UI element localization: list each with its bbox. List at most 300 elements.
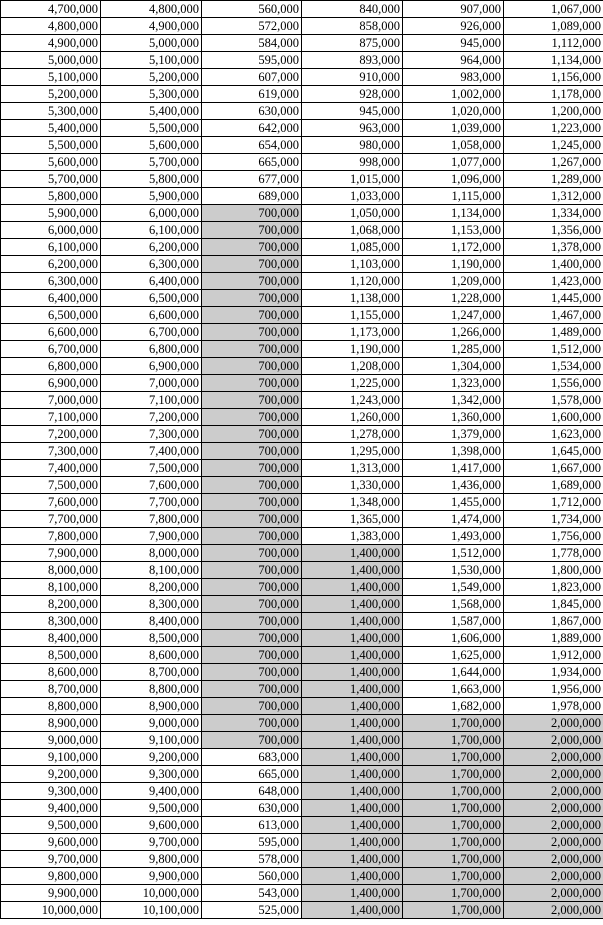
table-cell: 1,400,000 <box>302 817 403 834</box>
table-cell: 700,000 <box>202 222 302 239</box>
table-row <box>1 749 603 766</box>
table-cell: 6,600,000 <box>1 324 101 341</box>
table-cell: 9,100,000 <box>1 749 101 766</box>
table-cell: 875,000 <box>302 35 403 52</box>
table-cell: 983,000 <box>403 69 504 86</box>
table-cell: 1,103,000 <box>302 256 403 273</box>
table-cell: 1,228,000 <box>403 290 504 307</box>
table-cell: 9,200,000 <box>101 749 202 766</box>
table-cell: 700,000 <box>202 732 302 749</box>
table-cell: 1,700,000 <box>403 749 504 766</box>
table-cell: 1,068,000 <box>302 222 403 239</box>
table-cell: 8,700,000 <box>101 664 202 681</box>
table-cell: 700,000 <box>202 562 302 579</box>
table-cell: 7,000,000 <box>1 392 101 409</box>
table-cell: 1,190,000 <box>302 341 403 358</box>
table-cell: 1,134,000 <box>403 205 504 222</box>
table-cell: 700,000 <box>202 290 302 307</box>
table-row <box>1 1 603 18</box>
table-cell: 1,002,000 <box>403 86 504 103</box>
table-cell: 1,867,000 <box>504 613 603 630</box>
table-cell: 9,700,000 <box>101 834 202 851</box>
table-cell: 1,700,000 <box>403 902 504 919</box>
table-cell: 5,000,000 <box>101 35 202 52</box>
table-row <box>1 902 603 919</box>
table-cell: 700,000 <box>202 681 302 698</box>
table-cell: 9,300,000 <box>1 783 101 800</box>
table-cell: 543,000 <box>202 885 302 902</box>
table-cell: 2,000,000 <box>504 783 603 800</box>
table-cell: 1,200,000 <box>504 103 603 120</box>
table-cell: 5,000,000 <box>1 52 101 69</box>
table-cell: 1,289,000 <box>504 171 603 188</box>
table-cell: 1,474,000 <box>403 511 504 528</box>
table-cell: 700,000 <box>202 443 302 460</box>
table-cell: 2,000,000 <box>504 851 603 868</box>
table-cell: 8,000,000 <box>1 562 101 579</box>
table-cell: 1,400,000 <box>302 715 403 732</box>
table-cell: 945,000 <box>403 35 504 52</box>
table-cell: 7,500,000 <box>101 460 202 477</box>
table-cell: 9,700,000 <box>1 851 101 868</box>
table-cell: 665,000 <box>202 766 302 783</box>
table-cell: 1,587,000 <box>403 613 504 630</box>
table-cell: 1,378,000 <box>504 239 603 256</box>
table-cell: 1,312,000 <box>504 188 603 205</box>
table-row <box>1 86 603 103</box>
table-row <box>1 443 603 460</box>
table-cell: 700,000 <box>202 273 302 290</box>
table-cell: 700,000 <box>202 613 302 630</box>
table-cell: 7,400,000 <box>1 460 101 477</box>
table-cell: 7,200,000 <box>1 426 101 443</box>
table-cell: 700,000 <box>202 664 302 681</box>
table-cell: 1,845,000 <box>504 596 603 613</box>
table-cell: 6,000,000 <box>1 222 101 239</box>
table-cell: 893,000 <box>302 52 403 69</box>
table-cell: 5,400,000 <box>101 103 202 120</box>
table-cell: 700,000 <box>202 205 302 222</box>
table-cell: 1,267,000 <box>504 154 603 171</box>
table-cell: 1,172,000 <box>403 239 504 256</box>
table-cell: 1,823,000 <box>504 579 603 596</box>
table-row <box>1 715 603 732</box>
table-cell: 1,400,000 <box>302 630 403 647</box>
table-cell: 6,900,000 <box>101 358 202 375</box>
table-cell: 700,000 <box>202 341 302 358</box>
table-cell: 1,295,000 <box>302 443 403 460</box>
table-cell: 1,700,000 <box>403 715 504 732</box>
table-cell: 1,700,000 <box>403 885 504 902</box>
table-cell: 9,500,000 <box>1 817 101 834</box>
table-cell: 1,039,000 <box>403 120 504 137</box>
table-cell: 700,000 <box>202 545 302 562</box>
table-cell: 700,000 <box>202 579 302 596</box>
table-cell: 8,300,000 <box>101 596 202 613</box>
table-cell: 907,000 <box>403 1 504 18</box>
table-row <box>1 273 603 290</box>
table-cell: 5,900,000 <box>101 188 202 205</box>
table-cell: 1,400,000 <box>302 834 403 851</box>
table-cell: 665,000 <box>202 154 302 171</box>
table-cell: 700,000 <box>202 409 302 426</box>
table-cell: 1,400,000 <box>302 732 403 749</box>
table-row <box>1 69 603 86</box>
table-cell: 1,756,000 <box>504 528 603 545</box>
table-cell: 1,663,000 <box>403 681 504 698</box>
table-row <box>1 613 603 630</box>
table-cell: 1,493,000 <box>403 528 504 545</box>
table-cell: 1,020,000 <box>403 103 504 120</box>
table-cell: 1,342,000 <box>403 392 504 409</box>
table-cell: 1,400,000 <box>302 545 403 562</box>
table-cell: 1,400,000 <box>302 579 403 596</box>
table-cell: 5,400,000 <box>1 120 101 137</box>
table-cell: 8,600,000 <box>1 664 101 681</box>
table-cell: 1,360,000 <box>403 409 504 426</box>
table-row <box>1 545 603 562</box>
table-cell: 6,300,000 <box>1 273 101 290</box>
table-row <box>1 562 603 579</box>
table-row <box>1 426 603 443</box>
table-cell: 980,000 <box>302 137 403 154</box>
table-cell: 9,400,000 <box>1 800 101 817</box>
table-cell: 7,800,000 <box>101 511 202 528</box>
table-cell: 1,015,000 <box>302 171 403 188</box>
table-cell: 926,000 <box>403 18 504 35</box>
table-cell: 6,600,000 <box>101 307 202 324</box>
table-cell: 5,500,000 <box>101 120 202 137</box>
table-row <box>1 596 603 613</box>
table-cell: 1,644,000 <box>403 664 504 681</box>
table-row <box>1 375 603 392</box>
table-cell: 964,000 <box>403 52 504 69</box>
table-cell: 1,400,000 <box>504 256 603 273</box>
table-cell: 1,173,000 <box>302 324 403 341</box>
table-cell: 5,800,000 <box>1 188 101 205</box>
table-cell: 1,134,000 <box>504 52 603 69</box>
table-cell: 1,667,000 <box>504 460 603 477</box>
table-cell: 7,800,000 <box>1 528 101 545</box>
table-cell: 1,330,000 <box>302 477 403 494</box>
table-cell: 1,058,000 <box>403 137 504 154</box>
table-cell: 7,900,000 <box>1 545 101 562</box>
table-cell: 7,000,000 <box>101 375 202 392</box>
table-row <box>1 171 603 188</box>
table-cell: 1,934,000 <box>504 664 603 681</box>
table-row <box>1 103 603 120</box>
table-cell: 595,000 <box>202 52 302 69</box>
table-cell: 607,000 <box>202 69 302 86</box>
table-row <box>1 664 603 681</box>
table-cell: 8,900,000 <box>101 698 202 715</box>
table-cell: 525,000 <box>202 902 302 919</box>
table-cell: 8,200,000 <box>1 596 101 613</box>
table-cell: 5,100,000 <box>1 69 101 86</box>
table-cell: 9,200,000 <box>1 766 101 783</box>
table-cell: 10,100,000 <box>101 902 202 919</box>
table-cell: 4,900,000 <box>1 35 101 52</box>
table-row <box>1 52 603 69</box>
table-cell: 1,245,000 <box>504 137 603 154</box>
table-row <box>1 35 603 52</box>
table-cell: 1,423,000 <box>504 273 603 290</box>
table-cell: 1,278,000 <box>302 426 403 443</box>
table-cell: 1,243,000 <box>302 392 403 409</box>
table-cell: 1,400,000 <box>302 647 403 664</box>
table-row <box>1 239 603 256</box>
table-cell: 1,383,000 <box>302 528 403 545</box>
table-row <box>1 800 603 817</box>
table-cell: 8,400,000 <box>101 613 202 630</box>
table-cell: 7,100,000 <box>101 392 202 409</box>
table-cell: 700,000 <box>202 647 302 664</box>
table-cell: 1,700,000 <box>403 732 504 749</box>
table-row <box>1 154 603 171</box>
table-row <box>1 681 603 698</box>
table-cell: 1,700,000 <box>403 851 504 868</box>
table-cell: 1,682,000 <box>403 698 504 715</box>
table-cell: 1,623,000 <box>504 426 603 443</box>
table-row <box>1 392 603 409</box>
table-cell: 7,700,000 <box>1 511 101 528</box>
table-cell: 1,800,000 <box>504 562 603 579</box>
table-cell: 2,000,000 <box>504 749 603 766</box>
table-cell: 8,400,000 <box>1 630 101 647</box>
table-cell: 8,100,000 <box>101 562 202 579</box>
table-cell: 5,700,000 <box>101 154 202 171</box>
table-cell: 1,156,000 <box>504 69 603 86</box>
table-row <box>1 885 603 902</box>
table-row <box>1 647 603 664</box>
table-cell: 1,085,000 <box>302 239 403 256</box>
table-row <box>1 205 603 222</box>
table-cell: 1,348,000 <box>302 494 403 511</box>
table-cell: 7,300,000 <box>101 426 202 443</box>
table-cell: 700,000 <box>202 392 302 409</box>
table-row <box>1 188 603 205</box>
table-cell: 8,800,000 <box>1 698 101 715</box>
table-cell: 858,000 <box>302 18 403 35</box>
table-cell: 1,323,000 <box>403 375 504 392</box>
table-cell: 1,138,000 <box>302 290 403 307</box>
table-cell: 1,700,000 <box>403 834 504 851</box>
table-cell: 1,112,000 <box>504 35 603 52</box>
table-row <box>1 324 603 341</box>
table-cell: 840,000 <box>302 1 403 18</box>
table-cell: 8,500,000 <box>1 647 101 664</box>
table-cell: 1,956,000 <box>504 681 603 698</box>
table-cell: 8,000,000 <box>101 545 202 562</box>
table-cell: 700,000 <box>202 460 302 477</box>
table-cell: 1,700,000 <box>403 766 504 783</box>
table-cell: 1,209,000 <box>403 273 504 290</box>
table-row <box>1 222 603 239</box>
table-cell: 6,900,000 <box>1 375 101 392</box>
table-cell: 677,000 <box>202 171 302 188</box>
table-cell: 700,000 <box>202 256 302 273</box>
table-cell: 7,900,000 <box>101 528 202 545</box>
table-cell: 998,000 <box>302 154 403 171</box>
table-cell: 1,712,000 <box>504 494 603 511</box>
table-cell: 7,300,000 <box>1 443 101 460</box>
table-cell: 7,100,000 <box>1 409 101 426</box>
table-row <box>1 307 603 324</box>
table-cell: 1,700,000 <box>403 800 504 817</box>
table-cell: 5,600,000 <box>101 137 202 154</box>
table-cell: 1,334,000 <box>504 205 603 222</box>
table-cell: 700,000 <box>202 630 302 647</box>
table-cell: 1,549,000 <box>403 579 504 596</box>
table-cell: 6,700,000 <box>1 341 101 358</box>
table-cell: 1,455,000 <box>403 494 504 511</box>
table-cell: 584,000 <box>202 35 302 52</box>
table-cell: 1,400,000 <box>302 562 403 579</box>
table-cell: 6,300,000 <box>101 256 202 273</box>
table-cell: 6,500,000 <box>101 290 202 307</box>
table-cell: 1,912,000 <box>504 647 603 664</box>
table-cell: 4,700,000 <box>1 1 101 18</box>
table-cell: 1,266,000 <box>403 324 504 341</box>
table-cell: 6,200,000 <box>101 239 202 256</box>
table-cell: 1,512,000 <box>504 341 603 358</box>
table-cell: 9,100,000 <box>101 732 202 749</box>
table-cell: 1,096,000 <box>403 171 504 188</box>
table-cell: 6,000,000 <box>101 205 202 222</box>
table-cell: 7,600,000 <box>1 494 101 511</box>
table-cell: 928,000 <box>302 86 403 103</box>
table-cell: 2,000,000 <box>504 732 603 749</box>
table-cell: 619,000 <box>202 86 302 103</box>
table-cell: 1,467,000 <box>504 307 603 324</box>
table-row <box>1 460 603 477</box>
table-row <box>1 477 603 494</box>
table-cell: 700,000 <box>202 239 302 256</box>
table-cell: 642,000 <box>202 120 302 137</box>
table-cell: 630,000 <box>202 800 302 817</box>
table-cell: 5,700,000 <box>1 171 101 188</box>
table-cell: 1,700,000 <box>403 817 504 834</box>
table-cell: 7,600,000 <box>101 477 202 494</box>
table-cell: 4,800,000 <box>101 1 202 18</box>
table-cell: 572,000 <box>202 18 302 35</box>
table-cell: 2,000,000 <box>504 766 603 783</box>
table-cell: 5,200,000 <box>1 86 101 103</box>
table-cell: 1,260,000 <box>302 409 403 426</box>
table-cell: 1,568,000 <box>403 596 504 613</box>
table-cell: 700,000 <box>202 426 302 443</box>
table-cell: 6,200,000 <box>1 256 101 273</box>
table-cell: 560,000 <box>202 868 302 885</box>
table-row <box>1 766 603 783</box>
table-cell: 1,400,000 <box>302 613 403 630</box>
table-cell: 1,400,000 <box>302 698 403 715</box>
table-cell: 1,778,000 <box>504 545 603 562</box>
table-cell: 5,800,000 <box>101 171 202 188</box>
table-cell: 1,700,000 <box>403 783 504 800</box>
table-row <box>1 256 603 273</box>
table-row <box>1 834 603 851</box>
table-cell: 9,800,000 <box>101 851 202 868</box>
table-cell: 9,500,000 <box>101 800 202 817</box>
table-cell: 5,600,000 <box>1 154 101 171</box>
table-cell: 7,500,000 <box>1 477 101 494</box>
table-cell: 700,000 <box>202 477 302 494</box>
table-cell: 1,365,000 <box>302 511 403 528</box>
table-cell: 1,155,000 <box>302 307 403 324</box>
table-cell: 1,578,000 <box>504 392 603 409</box>
table-cell: 1,077,000 <box>403 154 504 171</box>
table-cell: 7,700,000 <box>101 494 202 511</box>
table-cell: 1,178,000 <box>504 86 603 103</box>
table-cell: 1,445,000 <box>504 290 603 307</box>
table-row <box>1 528 603 545</box>
table-row <box>1 137 603 154</box>
table-cell: 963,000 <box>302 120 403 137</box>
table-row <box>1 732 603 749</box>
table-cell: 1,734,000 <box>504 511 603 528</box>
table-cell: 6,500,000 <box>1 307 101 324</box>
table-cell: 2,000,000 <box>504 834 603 851</box>
table-cell: 2,000,000 <box>504 885 603 902</box>
table-cell: 648,000 <box>202 783 302 800</box>
table-cell: 2,000,000 <box>504 800 603 817</box>
table-cell: 700,000 <box>202 596 302 613</box>
table-cell: 9,600,000 <box>101 817 202 834</box>
table-cell: 8,700,000 <box>1 681 101 698</box>
table-cell: 1,285,000 <box>403 341 504 358</box>
table-cell: 1,436,000 <box>403 477 504 494</box>
table-body <box>1 1 603 919</box>
table-cell: 700,000 <box>202 528 302 545</box>
table-cell: 5,900,000 <box>1 205 101 222</box>
table-cell: 1,556,000 <box>504 375 603 392</box>
table-cell: 5,200,000 <box>101 69 202 86</box>
table-cell: 2,000,000 <box>504 817 603 834</box>
table-cell: 8,500,000 <box>101 630 202 647</box>
table-cell: 4,900,000 <box>101 18 202 35</box>
table-cell: 5,300,000 <box>101 86 202 103</box>
table-cell: 1,208,000 <box>302 358 403 375</box>
table-row <box>1 120 603 137</box>
table-cell: 6,800,000 <box>1 358 101 375</box>
table-cell: 1,356,000 <box>504 222 603 239</box>
table-cell: 630,000 <box>202 103 302 120</box>
table-cell: 700,000 <box>202 511 302 528</box>
table-cell: 1,398,000 <box>403 443 504 460</box>
table-cell: 7,200,000 <box>101 409 202 426</box>
table-cell: 8,100,000 <box>1 579 101 596</box>
table-cell: 1,400,000 <box>302 868 403 885</box>
table-cell: 700,000 <box>202 375 302 392</box>
table-cell: 5,300,000 <box>1 103 101 120</box>
table-cell: 9,900,000 <box>1 885 101 902</box>
table-cell: 10,000,000 <box>101 885 202 902</box>
table-cell: 6,700,000 <box>101 324 202 341</box>
table-row <box>1 358 603 375</box>
table-cell: 1,313,000 <box>302 460 403 477</box>
table-cell: 6,400,000 <box>101 273 202 290</box>
table-cell: 700,000 <box>202 698 302 715</box>
table-cell: 5,500,000 <box>1 137 101 154</box>
table-cell: 1,190,000 <box>403 256 504 273</box>
table-cell: 1,400,000 <box>302 749 403 766</box>
table-cell: 1,534,000 <box>504 358 603 375</box>
table-row <box>1 783 603 800</box>
table-cell: 1,400,000 <box>302 596 403 613</box>
table-cell: 945,000 <box>302 103 403 120</box>
table-row <box>1 511 603 528</box>
